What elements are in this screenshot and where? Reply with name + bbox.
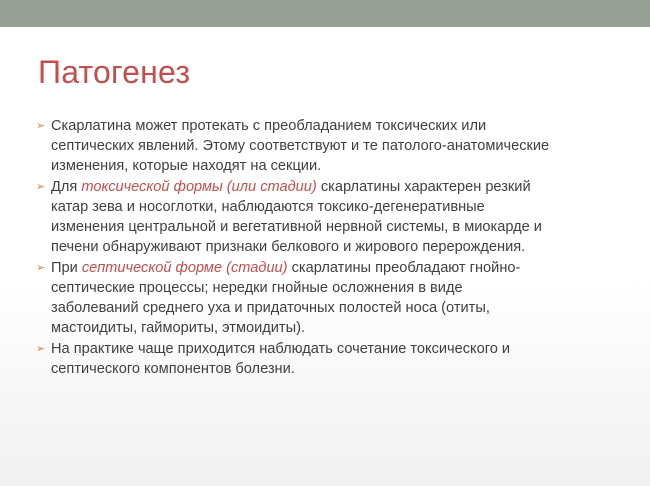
- bullet-text: скарлатины преобладают гнойно-: [287, 260, 521, 276]
- arrow-bullet-icon: ➢: [36, 262, 46, 274]
- bullet-line: На практике чаще приходится наблюдать сочетание токсического и: [51, 341, 511, 357]
- bullet-item: [36, 339, 626, 379]
- arrow-bullet-icon: ➢: [36, 343, 46, 355]
- bullet-item: [36, 258, 626, 338]
- bullet-text: Для: [51, 179, 82, 195]
- bullet-line: изменения, которые находят на секции.: [51, 158, 322, 174]
- bullet-line: заболеваний среднего уха и придаточных полостей носа (отиты,: [51, 300, 490, 316]
- slide-title: Патогенез: [38, 54, 191, 90]
- bullet-line: изменения центральной и вегетативной нервной системы, в миокарде и: [51, 219, 542, 235]
- bullet-line: мастоидиты, гаймориты, этмоидиты).: [51, 320, 306, 336]
- bullet-line: септических явлений. Этому соответствуют и те патолого-анатомические: [51, 138, 550, 154]
- emphasized-term: токсической формы (или стадии): [81, 179, 317, 195]
- bullet-text: скарлатины характерен резкий: [316, 179, 531, 195]
- bullet-line: септического компонентов болезни.: [51, 361, 295, 377]
- bullet-text: При: [51, 260, 82, 276]
- arrow-bullet-icon: ➢: [36, 181, 46, 193]
- bullet-line: Скарлатина может протекать с преобладанием токсических или: [51, 118, 487, 134]
- bullet-line: септические процессы; нередки гнойные осложнения в виде: [51, 280, 463, 296]
- bullet-line: печени обнаруживают признаки белкового и жирового перерождения.: [51, 239, 526, 255]
- bullet-item: [36, 177, 626, 257]
- bullet-item: [36, 116, 626, 176]
- arrow-bullet-icon: ➢: [36, 120, 46, 132]
- bullet-list: [36, 116, 626, 380]
- top-accent-bar: [0, 0, 650, 27]
- bullet-line: катар зева и носоглотки, наблюдаются токсико-дегенеративные: [51, 199, 485, 215]
- emphasized-term: септической форме (стадии): [81, 260, 288, 276]
